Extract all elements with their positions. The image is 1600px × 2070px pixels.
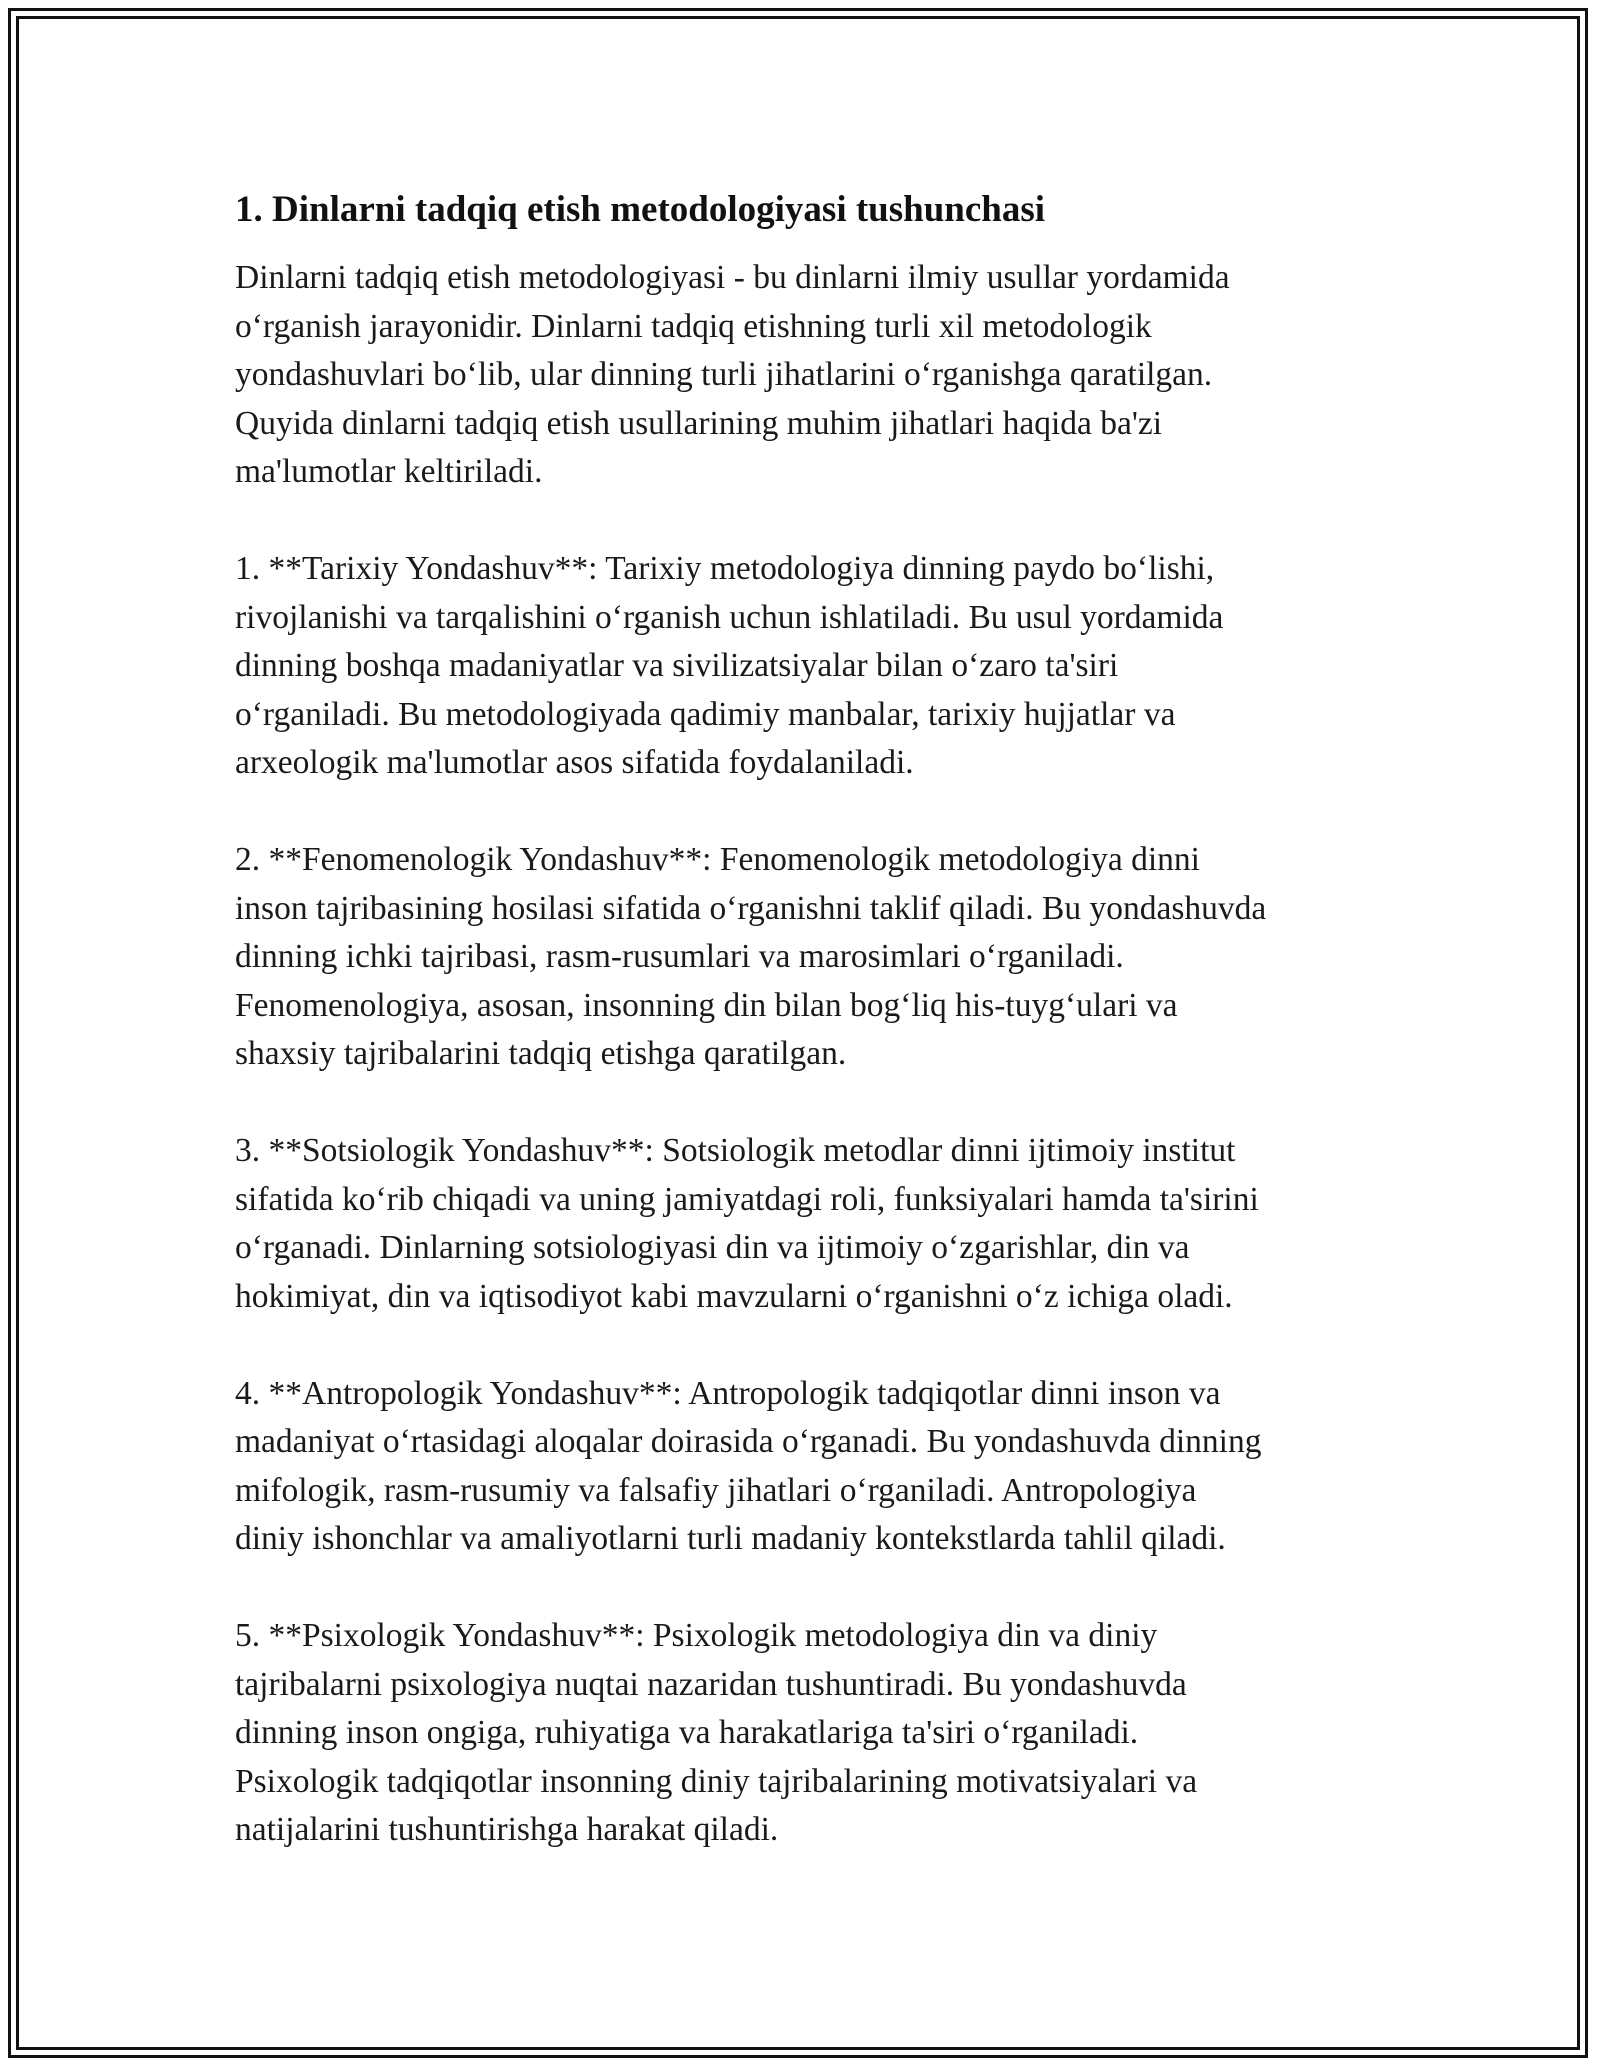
text-line: tajribalarni psixologiya nuqtai nazaridan tushuntiradi. Bu yondashuvda [235, 1665, 1187, 1703]
text-line: o‘rganadi. Dinlarning sotsiologiyasi din va ijtimoiy o‘zgarishlar, din va [235, 1229, 1190, 1266]
text-line: dinning ichki tajribasi, rasm-rusumlari va marosimlari o‘rganiladi. [235, 938, 1124, 975]
text-line: mifologik, rasm-rusumiy va falsafiy jihatlari o‘rganiladi. Antropologiya [235, 1471, 1197, 1509]
anthropological-approach-paragraph [235, 1370, 1395, 1564]
text-line: diniy ishonchlar va amaliyotlarni turli madaniy kontekstlarda tahlil qiladi. [235, 1520, 1226, 1557]
text-line: inson tajribasining hosilasi sifatida o‘rganishni taklif qiladi. Bu yondashuvda [235, 889, 1267, 927]
text-line: ma'lumotlar keltiriladi. [235, 453, 543, 490]
text-line: madaniyat o‘rtasidagi aloqalar doirasida o‘rganadi. Bu yondashuvda dinning [235, 1423, 1262, 1460]
text-line: dinning boshqa madaniyatlar va sivilizatsiyalar bilan o‘zaro ta'siri [235, 647, 1119, 684]
text-line: arxeologik ma'lumotlar asos sifatida foydalaniladi. [235, 744, 914, 781]
text-line: 5. **Psixologik Yondashuv**: Psixologik metodologiya din va diniy [235, 1617, 1158, 1654]
psychological-approach-paragraph [235, 1612, 1395, 1855]
text-line: 4. **Antropologik Yondashuv**: Antropologik tadqiqotlar dinni inson va [235, 1374, 1221, 1412]
text-line: sifatida ko‘rib chiqadi va uning jamiyatdagi roli, funksiyalari hamda ta'sirini [235, 1180, 1259, 1218]
text-line: 1. **Tarixiy Yondashuv**: Tarixiy metodologiya dinning paydo bo‘lishi, [235, 550, 1215, 587]
text-line: Quyida dinlarni tadqiq etish usullarining muhim jihatlari haqida ba'zi [235, 404, 1163, 442]
text-line: o‘rganiladi. Bu metodologiyada qadimiy manbalar, tarixiy hujjatlar va [235, 695, 1176, 733]
text-line: natijalarini tushuntirishga harakat qiladi. [235, 1811, 779, 1848]
text-line: Psixologik tadqiqotlar insonning diniy tajribalarining motivatsiyalari va [235, 1762, 1198, 1800]
text-line: Dinlarni tadqiq etish metodologiyasi - bu dinlarni ilmiy usullar yordamida [235, 259, 1230, 296]
section-heading: 1. Dinlarni tadqiq etish metodologiyasi tushunchasi [235, 189, 1046, 230]
document-body [235, 186, 1395, 1903]
sociological-approach-paragraph [235, 1127, 1395, 1321]
text-line: hokimiyat, din va iqtisodiyot kabi mavzularni o‘rganishni o‘z ichiga oladi. [235, 1277, 1233, 1315]
text-line: yondashuvlari bo‘lib, ular dinning turli jihatlarini o‘rganishga qaratilgan. [235, 356, 1213, 393]
text-line: 2. **Fenomenologik Yondashuv**: Fenomenologik metodologiya dinni [235, 841, 1200, 878]
text-line: Fenomenologiya, asosan, insonning din bilan bog‘liq his-tuyg‘ulari va [235, 986, 1178, 1024]
intro-paragraph [235, 254, 1395, 497]
text-line: rivojlanishi va tarqalishini o‘rganish uchun ishlatiladi. Bu usul yordamida [235, 598, 1224, 636]
text-line: shaxsiy tajribalarini tadqiq etishga qaratilgan. [235, 1035, 847, 1072]
phenomenological-approach-paragraph [235, 836, 1395, 1079]
text-line: 3. **Sotsiologik Yondashuv**: Sotsiologik metodlar dinni ijtimoiy institut [235, 1132, 1236, 1169]
text-line: dinning inson ongiga, ruhiyatiga va harakatlariga ta'siri o‘rganiladi. [235, 1714, 1139, 1751]
text-line: o‘rganish jarayonidir. Dinlarni tadqiq etishning turli xil metodologik [235, 307, 1152, 345]
historical-approach-paragraph [235, 545, 1395, 788]
